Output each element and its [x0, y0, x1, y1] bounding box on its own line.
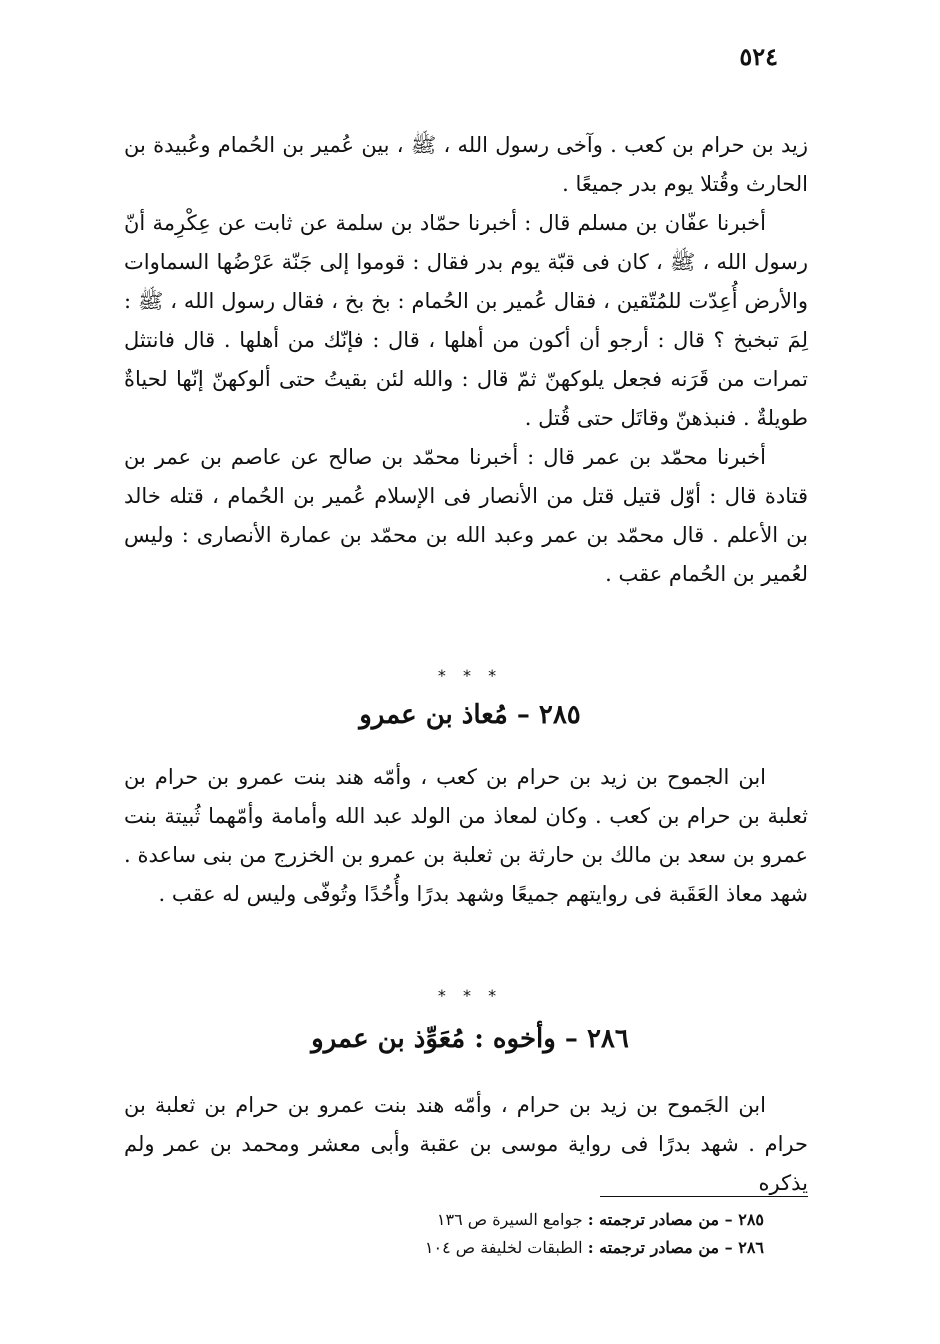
- paragraph-ikrima-narration: أخبرنا عفّان بن مسلم قال : أخبرنا حمّاد بن سلمة عن ثابت عن عِكْرِمة أنّ رسول الله ، ﷺ ، كان فى قبّة يوم بدر فقال : قوموا إلى جَنّة عَرْضُها السماوات والأرض أُعِدّت للمُتّقين ، فقال عُمير بن الحُمام : بخ بخ ، فقال رسول الله ، ﷺ : لِمَ تبخبخ ؟ قال : أرجو أن أكون من أهلها ، قال : فإنّك من أهلها . قال فانتثل تمرات من قَرَنه فجعل يلوكهنّ ثمّ قال : والله لئن بقيتُ حتى ألوكهنّ إنّها لحياةٌ طويلةٌ . فنبذهنّ وقاتَل حتى قُتل .: [124, 211, 808, 430]
- footnote-text: جوامع السيرة ص ١٣٦: [436, 1210, 583, 1229]
- footnote-286: [144, 1234, 764, 1262]
- footnote-divider: [600, 1196, 808, 1197]
- footnote-285: [144, 1206, 764, 1234]
- paragraph-muadh: ابن الجموح بن زيد بن حرام بن كعب ، وأمّه هند بنت عمرو بن حرام بن ثعلبة بن حرام بن كعب . وكان لمعاذ من الولد عبد الله وأمامة وأمّهما ثُبيتة بنت عمرو بن سعد بن مالك بن حارثة بن ثعلبة بن عمرو بن الخزرج من بنى ساعدة . شهد معاذ العَقَبة فى روايتهم جميعًا وشهد بدرًا وأُحُدًا وتُوفّى وليس له عقب .: [124, 765, 808, 906]
- footnotes: [144, 1206, 764, 1262]
- section-separator: * * *: [437, 986, 503, 1005]
- section-separator: * * *: [437, 666, 503, 685]
- section-286-text: [124, 1086, 808, 1203]
- page-number: ٥٢٤: [739, 42, 778, 71]
- paragraph-continuation: زيد بن حرام بن كعب . وآخى رسول الله ، ﷺ ، بين عُمير بن الحُمام وعُبيدة بن الحارث وقُتلا يوم بدر جميعًا .: [124, 133, 808, 196]
- section-title-285: ٢٨٥ – مُعاذ بن عمرو: [359, 700, 581, 730]
- top-text-block: [124, 126, 808, 594]
- footnote-text: الطبقات لخليفة ص ١٠٤: [424, 1238, 583, 1257]
- section-title-286: ٢٨٦ – وأخوه : مُعَوِّذ بن عمرو: [311, 1024, 629, 1054]
- footnote-label: ٢٨٥ – من مصادر ترجمته :: [587, 1210, 764, 1229]
- paragraph-muawwidh: ابن الجَموح بن زيد بن حرام ، وأمّه هند بنت عمرو بن حرام بن ثعلبة بن حرام . شهد بدرًا فى رواية موسى بن عقبة وأبى معشر ومحمد بن عمر ولم يذكره: [124, 1093, 808, 1195]
- paragraph-first-killed: أخبرنا محمّد بن عمر قال : أخبرنا محمّد بن صالح عن عاصم بن عمر بن قتادة قال : أوّل قتيل قتل من الأنصار فى الإسلام عُمير بن الحُمام ، قتله خالد بن الأعلم . قال محمّد بن عمر وعبد الله بن محمّد بن عمارة الأنصارى : وليس لعُمير بن الحُمام عقب .: [124, 445, 808, 586]
- section-285-text: [124, 758, 808, 914]
- footnote-label: ٢٨٦ – من مصادر ترجمته :: [587, 1238, 764, 1257]
